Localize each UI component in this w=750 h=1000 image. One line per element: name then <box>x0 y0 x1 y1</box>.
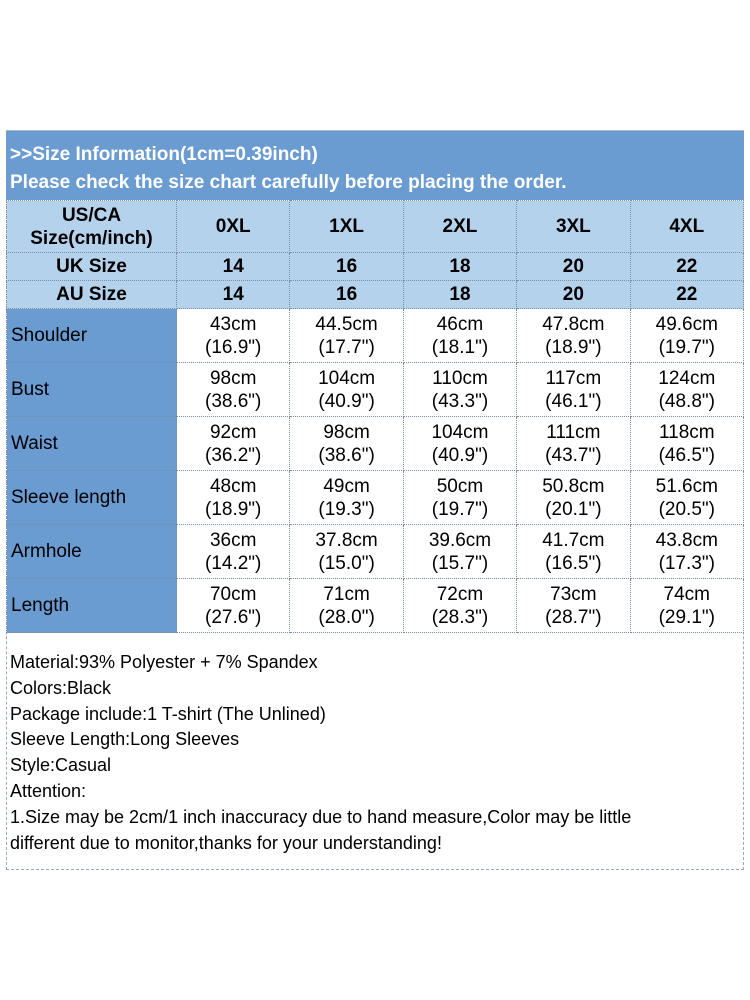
measurement-inch: (17.3") <box>658 552 715 574</box>
measurement-inch: (19.3") <box>318 498 375 520</box>
measurement-inch: (38.6") <box>205 390 262 412</box>
measurement-inch: (14.2") <box>205 552 262 574</box>
measurement-inch: (16.9") <box>205 336 262 358</box>
uk-size-cell: 16 <box>290 253 403 281</box>
measurement-inch: (28.0") <box>318 606 375 628</box>
measurement-cm: 73cm <box>550 583 597 605</box>
measurement-cell <box>177 579 290 633</box>
measurement-cell <box>290 363 403 417</box>
note-sleeve-length: Sleeve Length:Long Sleeves <box>10 729 240 750</box>
measurement-cell <box>630 309 743 363</box>
note-style: Style:Casual <box>10 755 112 776</box>
measurement-label: Sleeve length <box>7 471 177 525</box>
measurement-cm: 104cm <box>318 367 376 389</box>
note-disclaimer-line1: 1.Size may be 2cm/1 inch inaccuracy due to hand measure,Color may be little <box>10 806 632 827</box>
corner-label-unit: Size(cm/inch) <box>30 227 153 249</box>
measurement-cm: 104cm <box>431 421 489 443</box>
measurement-cm: 111cm <box>546 421 601 443</box>
uk-size-cell: 18 <box>403 253 516 281</box>
size-info-instruction: Please check the size chart carefully before placing the order. <box>10 172 567 193</box>
au-size-label: AU Size <box>7 281 177 309</box>
measurement-cell <box>630 471 743 525</box>
measurement-cell <box>177 417 290 471</box>
measurement-inch: (28.3") <box>431 606 489 628</box>
measurement-cm: 37.8cm <box>315 529 378 551</box>
measurement-cm: 44.5cm <box>315 313 378 335</box>
uk-size-cell: 14 <box>177 253 290 281</box>
size-col-header: 3XL <box>517 201 630 253</box>
measurement-cell <box>177 471 290 525</box>
measurement-inch: (18.9") <box>205 498 262 520</box>
measurement-cell <box>177 363 290 417</box>
measurement-inch: (15.0") <box>318 552 375 574</box>
measurement-cell <box>517 525 630 579</box>
measurement-cm: 48cm <box>209 475 257 497</box>
measurement-row <box>7 579 744 633</box>
measurement-cm: 98cm <box>323 421 370 443</box>
measurement-cell <box>517 309 630 363</box>
measurement-cell <box>290 417 403 471</box>
measurement-cell <box>403 579 516 633</box>
measurement-cell <box>290 525 403 579</box>
measurement-cell <box>517 471 630 525</box>
measurement-inch: (18.9") <box>545 336 602 358</box>
measurement-label: Armhole <box>7 525 177 579</box>
measurement-cell <box>517 417 630 471</box>
size-info-title: >>Size Information(1cm=0.39inch) <box>10 144 318 165</box>
measurement-cm: 118cm <box>658 421 715 443</box>
measurement-inch: (46.5") <box>658 444 715 466</box>
measurement-row <box>7 417 744 471</box>
measurement-row <box>7 309 744 363</box>
measurement-inch: (40.9") <box>318 390 375 412</box>
measurement-cm: 71cm <box>323 583 370 605</box>
measurement-cell <box>403 471 516 525</box>
measurement-cm: 70cm <box>209 583 257 605</box>
measurement-cell <box>630 417 743 471</box>
measurement-cm: 39.6cm <box>428 529 492 551</box>
measurement-inch: (27.6") <box>205 606 262 628</box>
measurement-row <box>7 363 744 417</box>
size-col-header: 4XL <box>630 201 743 253</box>
measurement-row <box>7 525 744 579</box>
size-col-header: 2XL <box>403 201 516 253</box>
measurement-inch: (16.5") <box>545 552 602 574</box>
measurement-cell <box>177 309 290 363</box>
au-size-cell: 14 <box>177 281 290 309</box>
au-size-cell: 16 <box>290 281 403 309</box>
measurement-inch: (15.7") <box>431 552 489 574</box>
size-header-row <box>7 201 744 253</box>
measurement-inch: (18.1") <box>431 336 489 358</box>
measurement-label: Length <box>7 579 177 633</box>
uk-size-cell: 22 <box>630 253 743 281</box>
measurement-cm: 49cm <box>323 475 370 497</box>
product-notes <box>10 650 740 856</box>
measurement-cm: 50cm <box>436 475 484 497</box>
measurement-cm: 36cm <box>209 529 257 551</box>
note-disclaimer-line2: different due to monitor,thanks for your understanding! <box>10 832 442 853</box>
measurement-label: Waist <box>7 417 177 471</box>
corner-cell <box>7 201 177 253</box>
measurement-inch: (38.6") <box>318 444 375 466</box>
measurement-cell <box>403 309 516 363</box>
measurement-cell <box>403 417 516 471</box>
measurement-inch: (19.7") <box>658 336 715 358</box>
measurement-cm: 117cm <box>545 367 602 389</box>
measurement-cm: 46cm <box>436 313 484 335</box>
size-info-header <box>6 130 744 200</box>
note-material: Material:93% Polyester + 7% Spandex <box>10 652 318 672</box>
measurement-cell <box>290 579 403 633</box>
uk-size-cell: 20 <box>517 253 630 281</box>
uk-size-label: UK Size <box>7 253 177 281</box>
measurement-cell <box>517 363 630 417</box>
measurement-cm: 41.7cm <box>542 529 605 551</box>
measurement-cell <box>290 471 403 525</box>
au-size-cell: 22 <box>630 281 743 309</box>
measurement-cell <box>403 525 516 579</box>
measurement-cm: 124cm <box>658 367 716 389</box>
measurement-inch: (29.1") <box>658 606 715 628</box>
measurement-cm: 43cm <box>209 313 257 335</box>
measurement-cm: 50.8cm <box>542 475 605 497</box>
measurement-cm: 47.8cm <box>542 313 605 335</box>
measurement-cm: 92cm <box>209 421 257 443</box>
measurement-inch: (43.3") <box>431 390 489 412</box>
measurement-cell <box>403 363 516 417</box>
au-size-cell: 20 <box>517 281 630 309</box>
measurement-label: Shoulder <box>7 309 177 363</box>
size-col-header: 0XL <box>177 201 290 253</box>
measurement-inch: (36.2") <box>205 444 262 466</box>
measurement-cm: 43.8cm <box>655 529 718 551</box>
au-size-cell: 18 <box>403 281 516 309</box>
size-col-header: 1XL <box>290 201 403 253</box>
measurement-cm: 98cm <box>209 367 257 389</box>
measurement-inch: (17.7") <box>318 336 375 358</box>
measurement-cm: 110cm <box>432 367 488 389</box>
measurement-cell <box>517 579 630 633</box>
note-attention: Attention: <box>10 780 87 801</box>
measurement-cm: 51.6cm <box>655 475 718 497</box>
measurement-cell <box>630 363 743 417</box>
measurement-inch: (19.7") <box>431 498 489 520</box>
measurement-cm: 72cm <box>436 583 484 605</box>
measurement-cell <box>630 579 743 633</box>
measurement-label: Bust <box>7 363 177 417</box>
measurement-cm: 74cm <box>663 583 711 605</box>
measurement-row <box>7 471 744 525</box>
measurement-rows <box>7 309 744 633</box>
measurement-inch: (40.9") <box>431 444 489 466</box>
au-size-row <box>7 281 744 309</box>
measurement-inch: (28.7") <box>545 606 602 628</box>
measurement-cm: 49.6cm <box>655 313 718 335</box>
measurement-cell <box>177 525 290 579</box>
note-package: Package include:1 T-shirt (The Unlined) <box>10 703 326 724</box>
measurement-cell <box>630 525 743 579</box>
uk-size-row <box>7 253 744 281</box>
note-colors: Colors:Black <box>10 677 112 698</box>
measurement-cell <box>290 309 403 363</box>
measurement-inch: (46.1") <box>545 390 602 412</box>
corner-label-us-ca: US/CA <box>61 204 122 226</box>
measurement-inch: (43.7") <box>545 444 602 466</box>
size-table <box>6 200 744 633</box>
measurement-inch: (20.5") <box>658 498 715 520</box>
measurement-inch: (48.8") <box>658 390 715 412</box>
measurement-inch: (20.1") <box>545 498 602 520</box>
